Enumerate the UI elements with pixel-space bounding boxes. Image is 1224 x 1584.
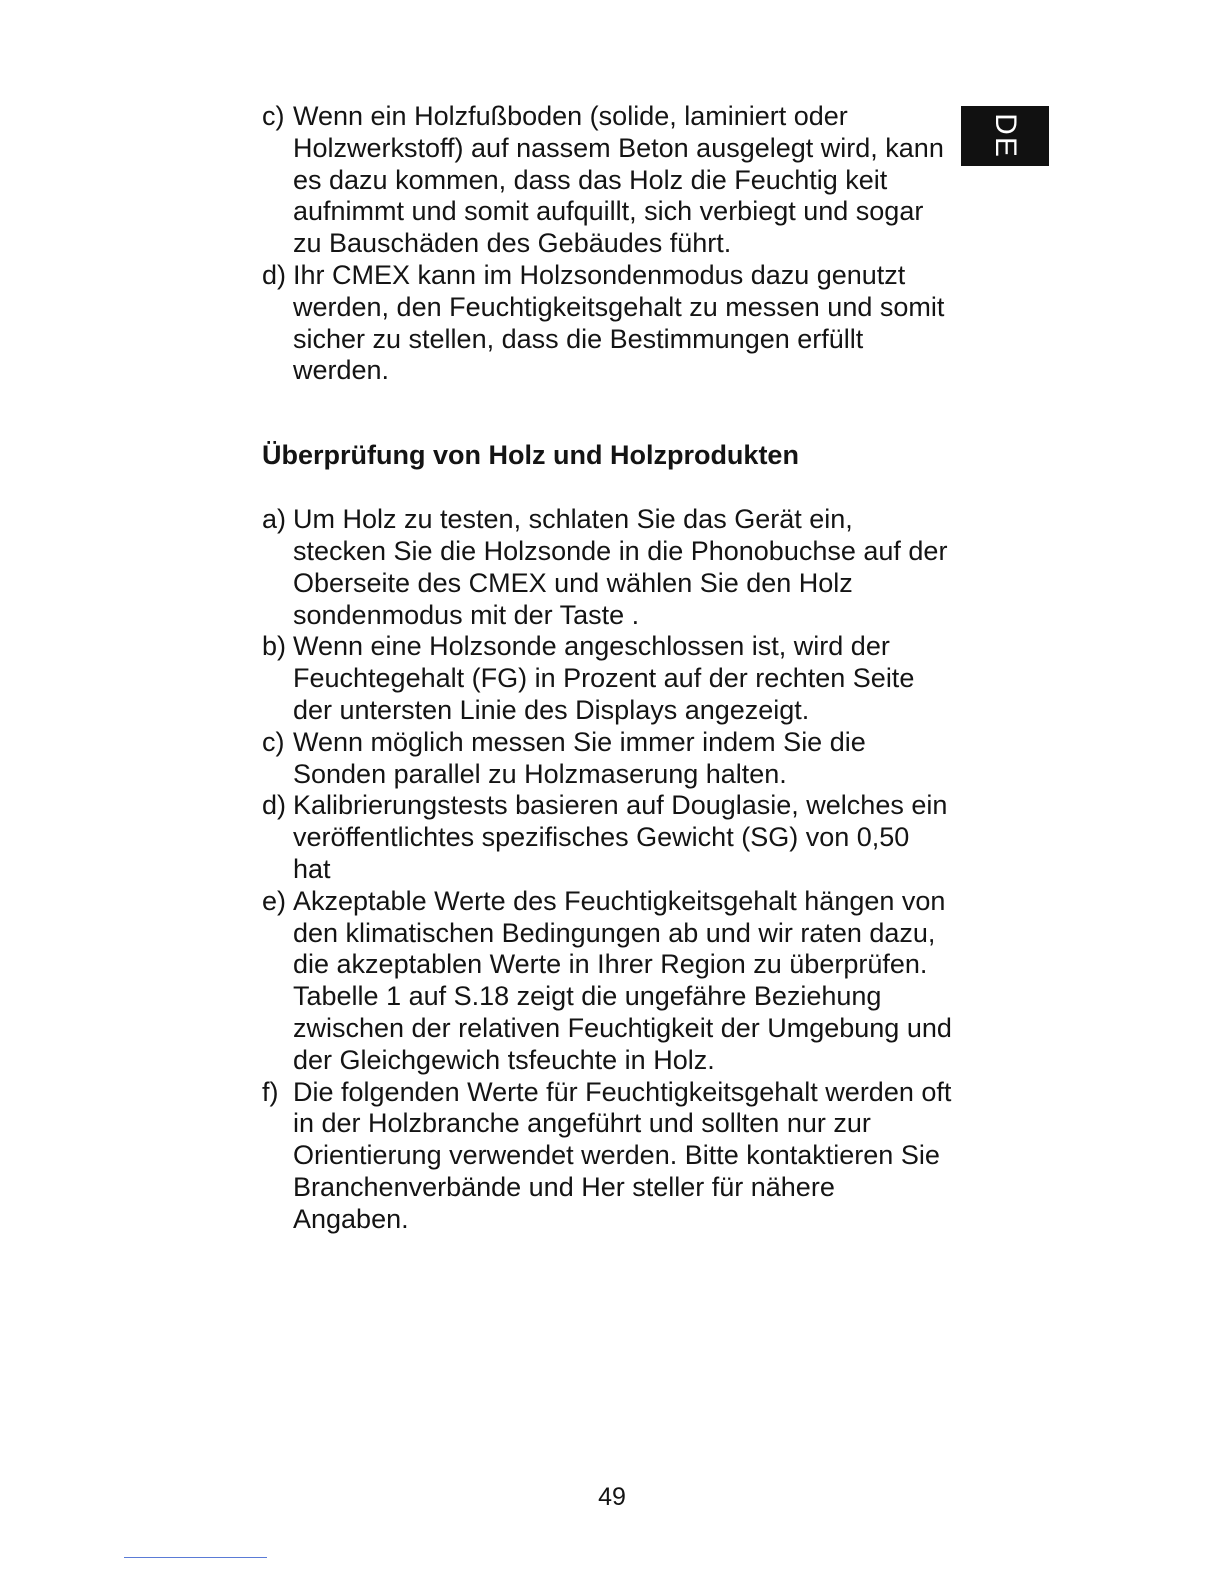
list-item bbox=[262, 260, 952, 387]
list-item-text: Wenn ein Holzfußboden (solide, laminiert oder Holzwerkstoff) auf nassem Beton ausgelegt wird, kann es dazu kommen, dass das Holz die Feuchtig keit aufnimmt und somit aufquillt, sich verbiegt und sogar zu Bauschäden des Gebäudes führt. bbox=[293, 101, 944, 259]
footer-divider bbox=[124, 1557, 267, 1558]
list-item bbox=[262, 886, 952, 1077]
list-marker: c) bbox=[262, 101, 285, 131]
page-number: 49 bbox=[598, 1483, 626, 1511]
list-item-text: Wenn möglich messen Sie immer indem Sie die Sonden parallel zu Holzmaserung halten. bbox=[293, 726, 866, 789]
list-item bbox=[262, 631, 952, 726]
list-marker: c) bbox=[262, 726, 285, 757]
list-item bbox=[262, 504, 952, 631]
list-marker: d) bbox=[262, 259, 287, 290]
language-tab bbox=[961, 106, 1049, 166]
list-marker: f) bbox=[262, 1076, 279, 1107]
list-item-text: Kalibrierungstests basieren auf Douglasie, welches ein veröffentlichtes spezifisches Gewicht (SG) von 0,50 hat bbox=[293, 790, 948, 884]
list-item bbox=[262, 1077, 952, 1236]
list-marker: e) bbox=[262, 885, 287, 916]
list-item-text: Wenn eine Holzsonde angeschlossen ist, wird der Feuchtegehalt (FG) in Prozent auf der rechten Seite der untersten Linie des Displays angezeigt. bbox=[293, 631, 915, 725]
list-item bbox=[262, 101, 952, 260]
list-marker: b) bbox=[262, 631, 287, 662]
section-heading: Überprüfung von Holz und Holzprodukten bbox=[262, 440, 799, 471]
language-label: DE bbox=[989, 113, 1022, 159]
list-item-text: Ihr CMEX kann im Holzsondenmodus dazu genutzt werden, den Feuchtigkeitsgehalt zu messen und somit sicher zu stellen, dass die Bestimmungen erfüllt werden. bbox=[293, 259, 945, 386]
list-item-text: Die folgenden Werte für Feuchtigkeitsgehalt werden oft in der Holzbranche angeführt und sollten nur zur Orientierung verwendet werden. Bitte kontaktieren Sie Branchenverbände und Her steller für nähere Angaben. bbox=[293, 1076, 952, 1234]
page-content bbox=[262, 101, 952, 1236]
section-1-list bbox=[262, 101, 952, 387]
list-marker: d) bbox=[262, 790, 287, 821]
list-marker: a) bbox=[262, 504, 287, 535]
list-item-text: Um Holz zu testen, schlaten Sie das Gerät ein, stecken Sie die Holzsonde in die Phonobuchse auf der Oberseite des CMEX und wählen Sie den Holz sondenmodus mit der Taste . bbox=[293, 504, 948, 630]
list-item-text: Akzeptable Werte des Feuchtigkeitsgehalt hängen von den klimatischen Bedingungen ab und wir raten dazu, die akzeptablen Werte in Ihrer Region zu überprüfen. Tabelle 1 auf S.18 zeigt die ungefähre Beziehung zwischen der relativen Feuchtigkeit der Umgebung und der Gleichgewich tsfeuchte in Holz. bbox=[293, 885, 952, 1075]
list-item bbox=[262, 790, 952, 885]
list-item bbox=[262, 727, 952, 791]
section-2-list bbox=[262, 504, 952, 1235]
